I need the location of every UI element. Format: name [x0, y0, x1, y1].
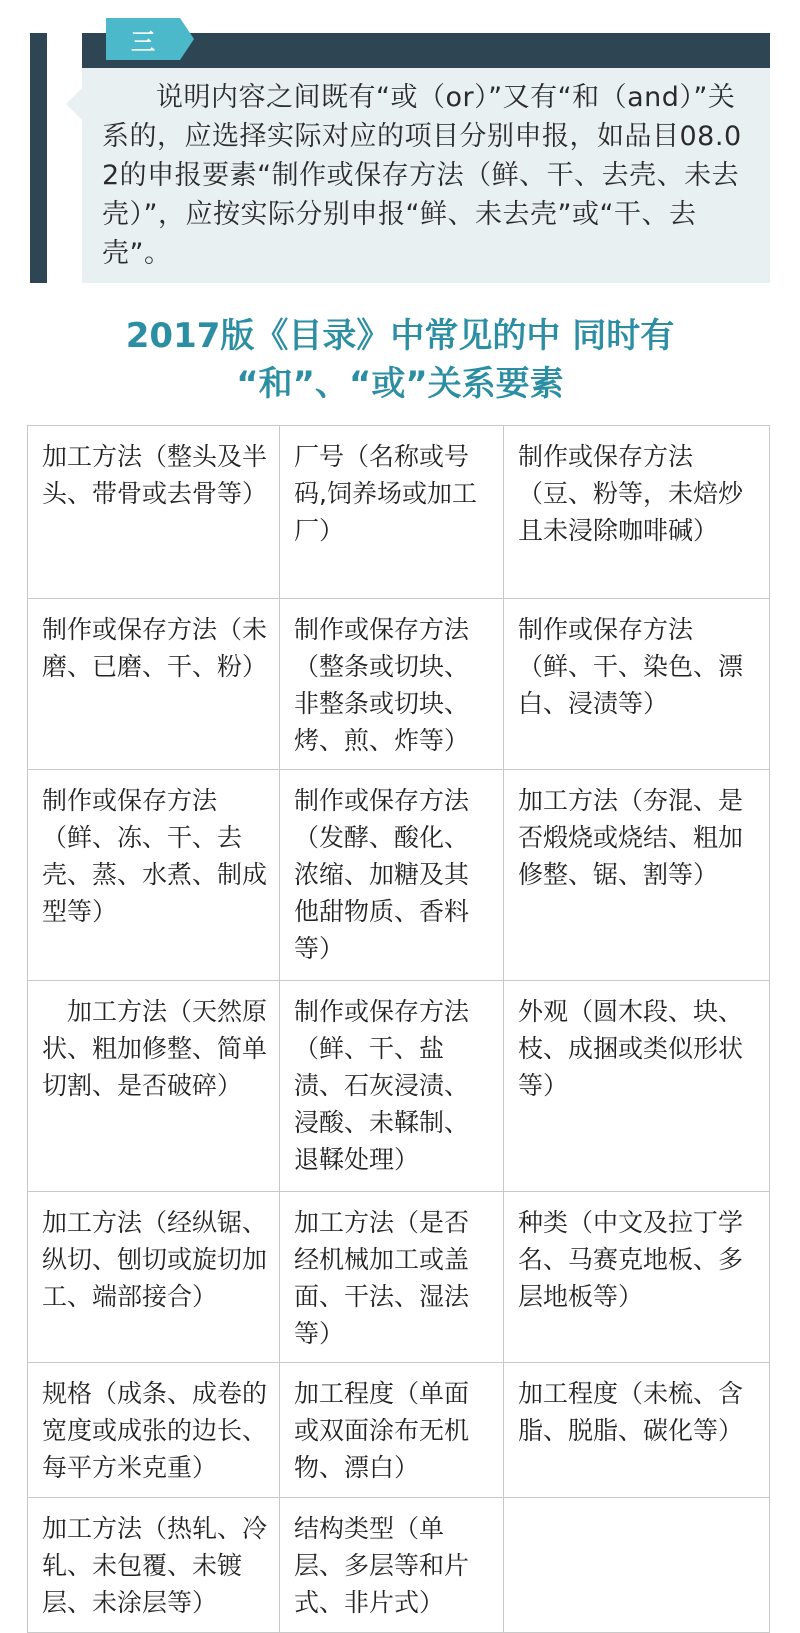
- table-cell: [504, 1498, 770, 1633]
- elements-table: [27, 425, 770, 1633]
- table-row: [28, 770, 770, 981]
- table-cell: 加工方法（整头及半头、带骨或去骨等）: [28, 426, 280, 599]
- table-cell: 加工程度（未梳、含脂、脱脂、碳化等）: [504, 1363, 770, 1498]
- table-cell: 制作或保存方法（豆、粉等，未焙炒且未浸除咖啡碱）: [504, 426, 770, 599]
- table-cell: 加工方法（经纵锯、纵切、刨切或旋切加工、端部接合）: [28, 1192, 280, 1363]
- table-row: [28, 426, 770, 599]
- table-cell: 制作或保存方法（未磨、已磨、干、粉）: [28, 599, 280, 770]
- table-cell: 制作或保存方法（整条或切块、非整条或切块、烤、煎、炸等）: [280, 599, 504, 770]
- section-number-tab: 三: [106, 18, 180, 60]
- table-cell: 制作或保存方法（鲜、干、染色、漂白、浸渍等）: [504, 599, 770, 770]
- table-row: [28, 1498, 770, 1633]
- table-heading: [0, 312, 800, 408]
- table-cell: 加工方法（夯混、是否煅烧或烧结、粗加修整、锯、割等）: [504, 770, 770, 981]
- accent-bar: [30, 33, 47, 283]
- table-cell: 加工方法（是否经机械加工或盖面、干法、湿法等）: [280, 1192, 504, 1363]
- note-text: 说明内容之间既有“或（or）”又有“和（and）”关系的，应选择实际对应的项目分别申报，如品目08.02的申报要素“制作或保存方法（鲜、干、去壳、未去壳）”，应按实际分别申报“鲜、未去壳”或“干、去壳”。: [102, 82, 742, 269]
- table-heading-line1: 2017版《目录》中常见的中 同时有: [125, 316, 675, 356]
- table-cell: 规格（成条、成卷的宽度或成张的边长、每平方米克重）: [28, 1363, 280, 1498]
- table-cell: 结构类型（单层、多层等和片式、非片式）: [280, 1498, 504, 1633]
- table-cell: 外观（圆木段、块、枝、成捆或类似形状等）: [504, 981, 770, 1192]
- table-cell: 种类（中文及拉丁学名、马赛克地板、多层地板等）: [504, 1192, 770, 1363]
- table-heading-line2: “和”、“或”关系要素: [236, 364, 564, 404]
- table-cell: 加工程度（单面或双面涂布无机物、漂白）: [280, 1363, 504, 1498]
- table-cell: 加工方法（天然原状、粗加修整、简单切割、是否破碎）: [28, 981, 280, 1192]
- table-cell: 制作或保存方法（鲜、干、盐渍、石灰浸渍、浸酸、未鞣制、退鞣处理）: [280, 981, 504, 1192]
- table-row: [28, 1363, 770, 1498]
- note-pointer: [66, 88, 82, 120]
- table-cell: 厂号（名称或号码,饲养场或加工厂）: [280, 426, 504, 599]
- table-cell: 加工方法（热轧、冷轧、未包覆、未镀层、未涂层等）: [28, 1498, 280, 1633]
- table-cell: 制作或保存方法（鲜、冻、干、去壳、蒸、水煮、制成型等）: [28, 770, 280, 981]
- table-row: [28, 599, 770, 770]
- table-cell: 制作或保存方法（发酵、酸化、浓缩、加糖及其他甜物质、香料等）: [280, 770, 504, 981]
- table-row: [28, 1192, 770, 1363]
- table-row: [28, 981, 770, 1192]
